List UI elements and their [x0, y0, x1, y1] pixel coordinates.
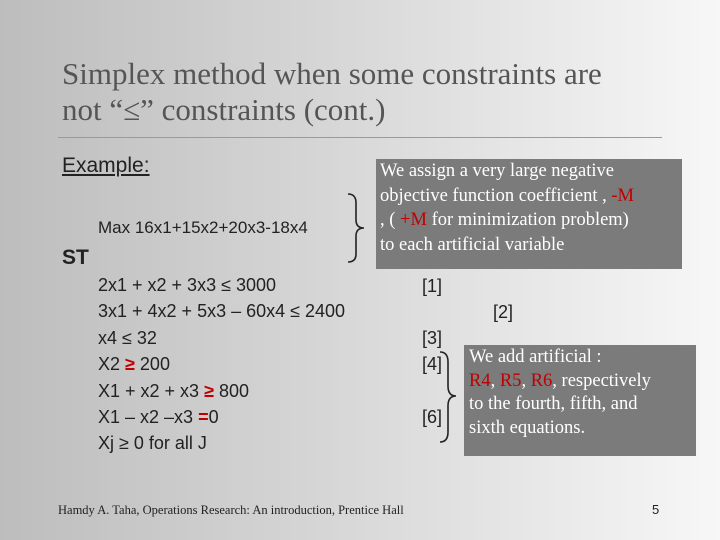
equation-label-3: [3]	[422, 328, 443, 348]
equation-label-1: [1]	[422, 276, 443, 296]
artificial-coefficient-callout: We assign a very large negative objective function coefficient , -M , ( +M for minimization problem) to each artificial variable	[376, 159, 682, 269]
brace-top	[348, 194, 364, 262]
example-label: Example:	[62, 154, 150, 177]
brace-bottom	[440, 352, 456, 442]
equation-label-4: [4]	[422, 354, 443, 374]
constraint-2: 3x1 + 4x2 + 5x3 – 60x4 ≤ 2400	[98, 301, 346, 322]
constraint-3: x4 ≤ 32	[98, 327, 157, 348]
footer-reference: Hamdy A. Taha, Operations Research: An introduction, Prentice Hall	[58, 503, 404, 517]
page-number: 5	[652, 502, 660, 517]
title-line-1: Simplex method when some constraints are	[62, 56, 602, 91]
constraint-6: X1 – x2 –x3 =0	[98, 406, 219, 427]
equation-label-2: [2]	[493, 302, 514, 322]
title-divider	[58, 137, 662, 138]
title-line-2: not “≤” constraints (cont.)	[62, 92, 386, 127]
objective-function: Max 16x1+15x2+20x3-18x4	[98, 218, 308, 237]
constraint-5: X1 + x2 + x3 ≥ 800	[98, 380, 250, 401]
subject-to-label: ST	[62, 246, 89, 269]
equation-label-6: [6]	[422, 407, 443, 427]
constraint-4: X2 ≥ 200	[98, 354, 170, 375]
slide-title	[62, 56, 682, 128]
constraint-1: 2x1 + x2 + 3x3 ≤ 3000	[98, 275, 277, 295]
constraint-7: Xj ≥ 0 for all J	[98, 433, 207, 454]
artificial-variables-callout: We add artificial : R4, R5, R6, respectively to the fourth, fifth, and sixth equations.	[464, 345, 696, 456]
constraint-list	[98, 272, 345, 457]
